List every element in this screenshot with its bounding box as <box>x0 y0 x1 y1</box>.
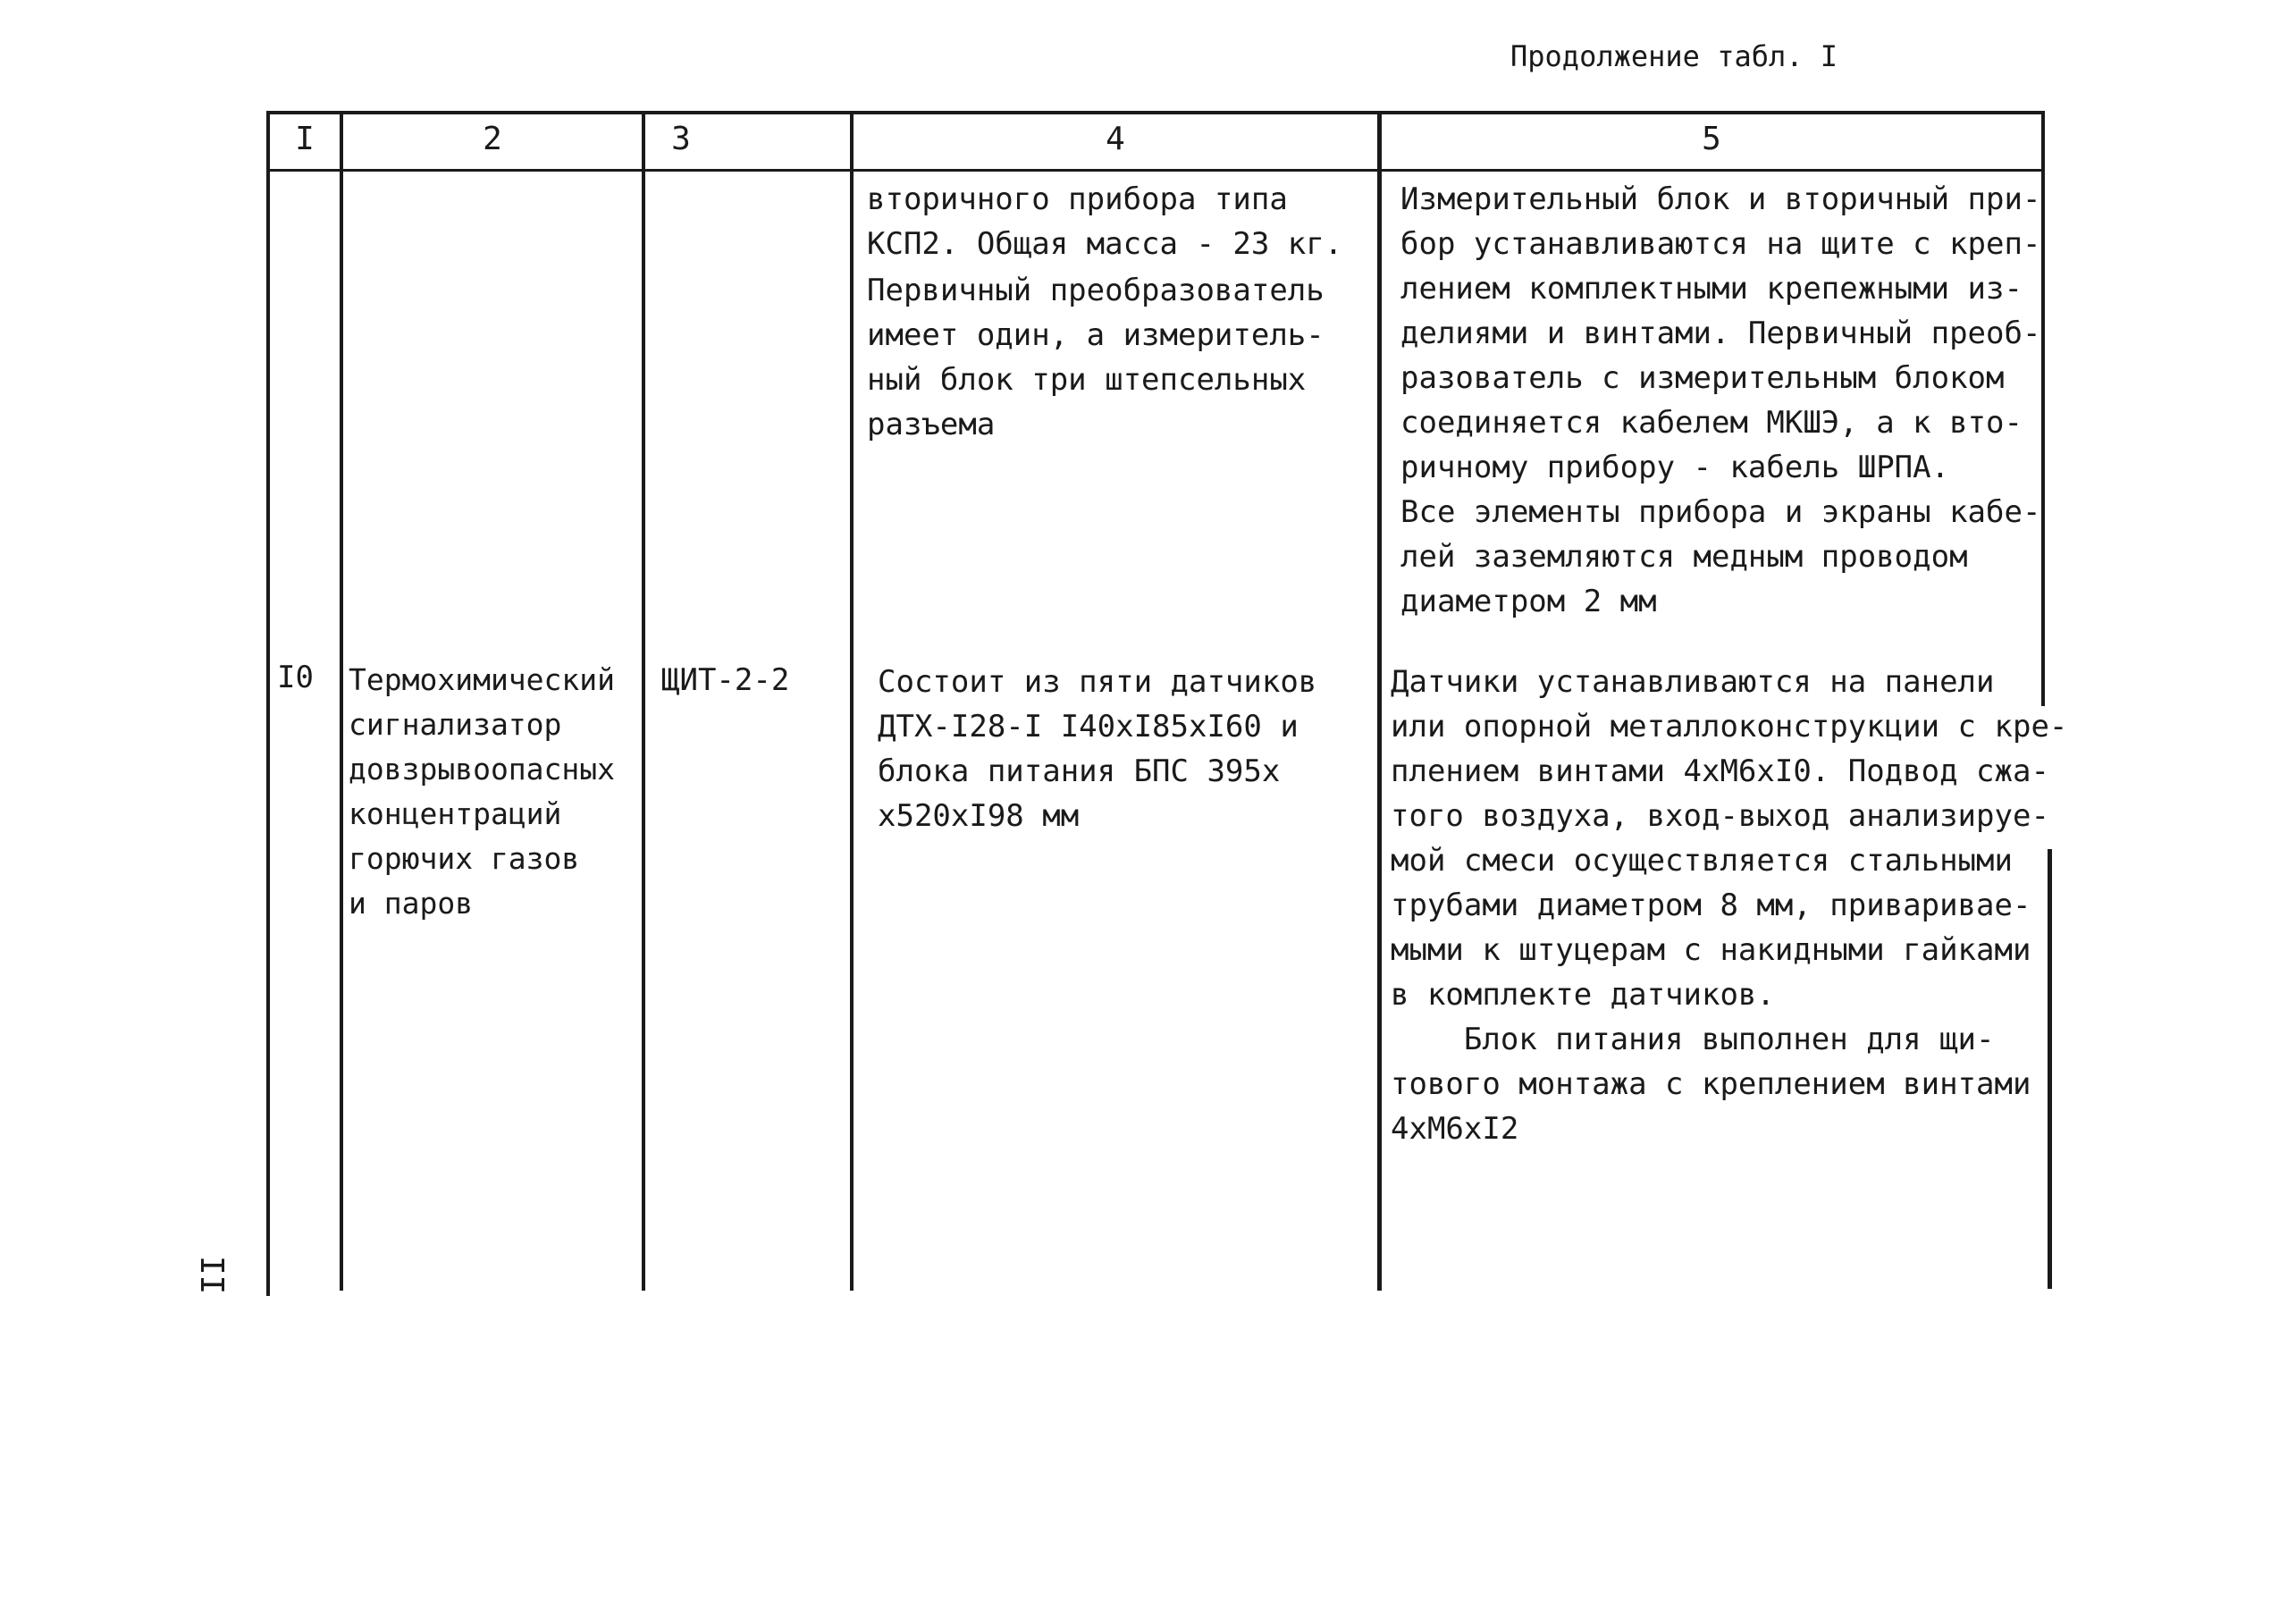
notes-line: лей заземляются медным проводом <box>1400 539 1968 575</box>
notes-line: бор устанавливаются на щите с креп- <box>1400 226 2041 262</box>
header-bottom-border <box>266 169 2045 172</box>
notes-line: Измерительный блок и вторичный при- <box>1400 181 2041 217</box>
notes-line: трубами диаметром 8 мм, приваривае- <box>1391 888 2031 923</box>
column-header-2: 2 <box>483 121 502 157</box>
notes-line: тового монтажа с креплением винтами <box>1391 1066 2031 1102</box>
composition-line: x520xI98 мм <box>878 798 1080 834</box>
column-divider-3 <box>850 111 854 1291</box>
device-name-line: довзрывоопасных <box>349 752 616 787</box>
device-name-line: горючих газов <box>349 841 580 876</box>
notes-line: разователь с измерительным блоком <box>1400 360 2005 396</box>
prev-row-description <box>867 177 1342 447</box>
page-number: II <box>196 1255 233 1295</box>
device-name-line: сигнализатор <box>349 707 562 742</box>
column-header-5: 5 <box>1702 121 1721 157</box>
description-line: ный блок три штепсельных <box>867 362 1307 398</box>
description-line: разъема <box>867 407 996 442</box>
notes-line: мыми к штуцерам с накидными гайками <box>1391 932 2031 968</box>
notes-line: лением комплектными крепежными из- <box>1400 271 2023 307</box>
device-type: ЩИТ-2-2 <box>661 662 790 698</box>
composition-line: блока питания БПС 395x <box>878 753 1281 789</box>
composition-line: Состоит из пяти датчиков <box>878 664 1317 700</box>
column-divider-2 <box>642 111 645 1291</box>
column-header-4: 4 <box>1106 121 1125 157</box>
notes-line: мой смеси осуществляется стальными <box>1391 843 2013 879</box>
notes-line: Все элементы прибора и экраны кабе- <box>1400 494 2041 530</box>
table-top-border <box>266 111 2045 114</box>
description-line: КСП2. Общая масса - 23 кг. <box>867 226 1343 262</box>
composition-line: ДТХ-I28-I I40xI85xI60 и <box>878 709 1299 745</box>
notes-line: в комплекте датчиков. <box>1391 977 1775 1013</box>
column-header-1: I <box>295 121 315 157</box>
column-divider-1 <box>340 111 343 1291</box>
device-name <box>349 658 615 926</box>
device-name-line: концентраций <box>349 796 562 831</box>
row-number: I0 <box>277 660 314 695</box>
notes-line: диаметром 2 мм <box>1400 584 1657 619</box>
device-composition <box>878 660 1316 838</box>
prev-row-installation-notes <box>1400 177 2040 624</box>
device-name-line: и паров <box>349 886 474 921</box>
notes-line: того воздуха, вход-выход анализируе- <box>1391 798 2049 834</box>
notes-line: Блок питания выполнен для щи- <box>1391 1022 1995 1057</box>
device-name-line: Термохимический <box>349 662 616 697</box>
column-divider-4 <box>1377 111 1382 1291</box>
notes-line: 4xМ6xI2 <box>1391 1111 1519 1147</box>
notes-line: ричному прибору - кабель ШРПА. <box>1400 450 1950 485</box>
column-header-3: 3 <box>671 121 691 157</box>
notes-line: Датчики устанавливаются на панели <box>1391 664 1995 700</box>
description-line: вторичного прибора типа <box>867 181 1288 217</box>
notes-line: соединяется кабелем МКШЭ, а к вто- <box>1400 405 2023 441</box>
notes-line: плением винтами 4xМ6xI0. Подвод сжа- <box>1391 753 2049 789</box>
table-left-border <box>266 111 270 1296</box>
description-line: Первичный преобразователь <box>867 273 1325 308</box>
description-line: имеет один, а измеритель- <box>867 317 1325 353</box>
notes-line: делиями и винтами. Первичный преоб- <box>1400 316 2041 351</box>
device-installation-notes <box>1391 660 2067 1151</box>
notes-line: или опорной металлоконструкции с кре- <box>1391 709 2068 745</box>
table-right-border-upper <box>2041 111 2045 706</box>
table-continuation-caption: Продолжение табл. I <box>1510 39 1838 73</box>
